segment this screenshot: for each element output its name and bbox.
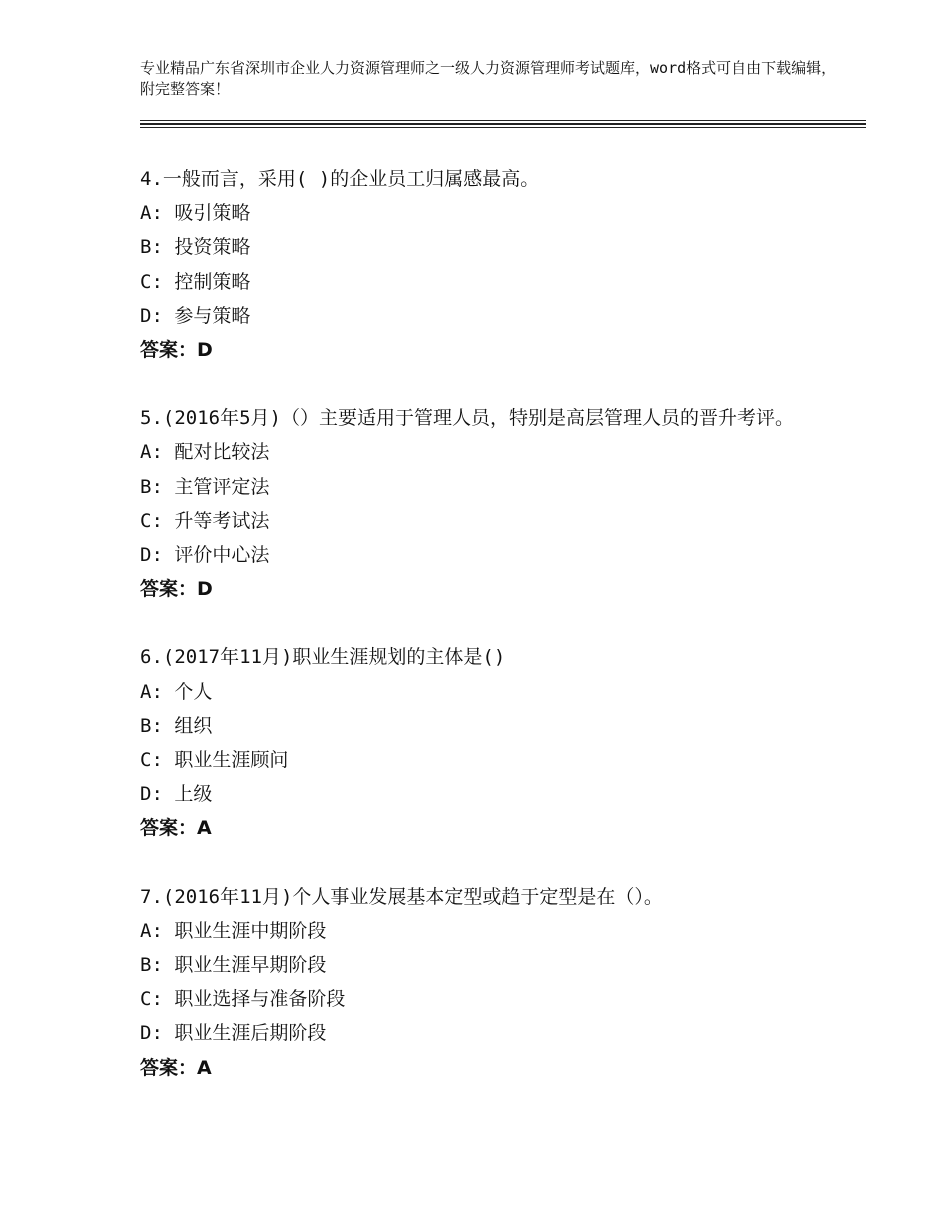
- option-a: A: 个人: [140, 680, 213, 703]
- option-a: A: 配对比较法: [140, 441, 270, 464]
- option-a: A: 职业生涯中期阶段: [140, 919, 327, 942]
- option-d: D: 评价中心法: [140, 544, 270, 567]
- question-stem: 6.(2017年11月)职业生涯规划的主体是(): [140, 646, 506, 669]
- option-c: C: 控制策略: [140, 270, 251, 293]
- question-list: [140, 162, 820, 1119]
- document-header: 专业精品广东省深圳市企业人力资源管理师之一级人力资源管理师考试题库，word格式可自由下载编辑，附完整答案！: [140, 59, 837, 98]
- question-4: [140, 162, 820, 367]
- question-stem: 7.(2016年11月)个人事业发展基本定型或趋于定型是在（）。: [140, 885, 663, 908]
- option-d: D: 参与策略: [140, 304, 251, 327]
- answer-line: 答案：D: [140, 578, 213, 601]
- option-b: B: 组织: [140, 714, 213, 737]
- option-d: D: 上级: [140, 783, 213, 806]
- option-b: B: 投资策略: [140, 236, 251, 259]
- answer-line: 答案：A: [140, 817, 212, 840]
- answer-line: 答案：D: [140, 339, 213, 362]
- question-7: [140, 880, 820, 1085]
- option-c: C: 职业生涯顾问: [140, 749, 289, 772]
- question-5: [140, 401, 820, 606]
- option-c: C: 升等考试法: [140, 509, 270, 532]
- option-b: B: 职业生涯早期阶段: [140, 954, 327, 977]
- question-stem: 5.(2016年5月)（）主要适用于管理人员，特别是高层管理人员的晋升考评。: [140, 407, 794, 430]
- header-divider-bottom: [140, 127, 866, 128]
- answer-line: 答案：A: [140, 1056, 212, 1079]
- option-b: B: 主管评定法: [140, 475, 270, 498]
- question-stem: 4.一般而言，采用( )的企业员工归属感最高。: [140, 168, 540, 190]
- header-divider-top: [140, 120, 866, 121]
- option-d: D: 职业生涯后期阶段: [140, 1022, 327, 1045]
- option-c: C: 职业选择与准备阶段: [140, 988, 346, 1011]
- question-6: [140, 640, 820, 845]
- header-divider-middle: [140, 123, 866, 125]
- option-a: A: 吸引策略: [140, 202, 251, 225]
